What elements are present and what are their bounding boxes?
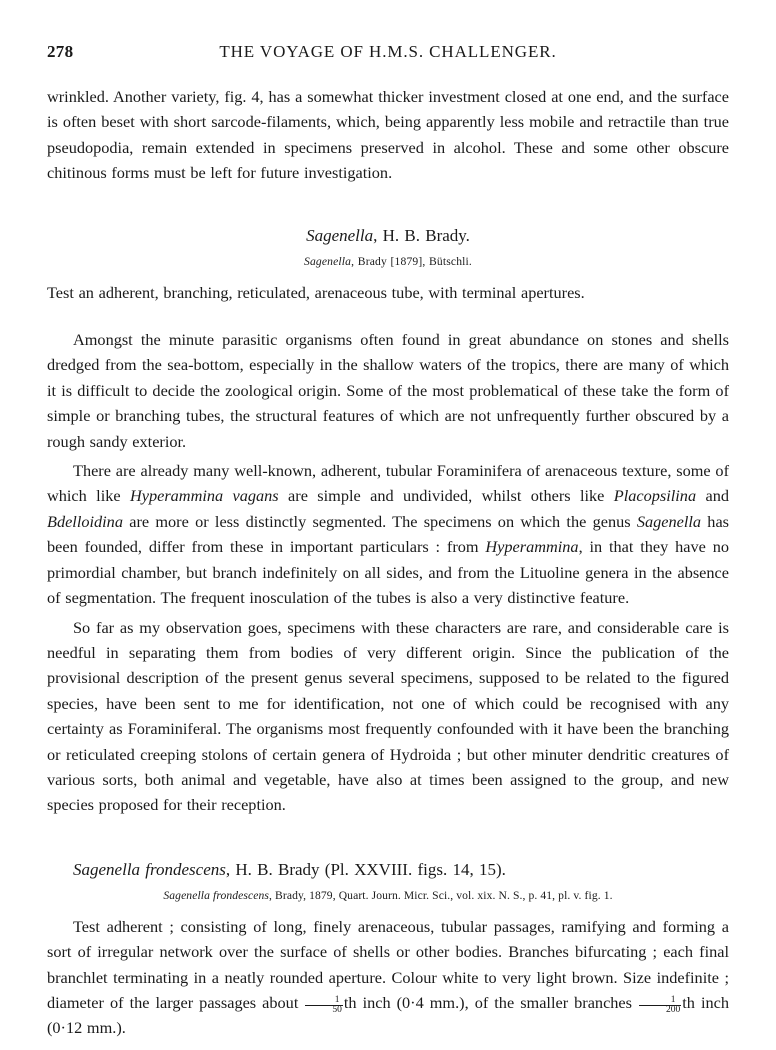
text-run: are simple and undivided, whilst others like xyxy=(278,486,614,506)
text-run: There are already many well-known, adherent, tubular Foraminifera of arenaceous texture, some of which like xyxy=(47,461,729,506)
paragraph-there-are xyxy=(47,458,729,610)
fraction-one-fiftieth xyxy=(305,996,343,1016)
species-heading xyxy=(47,860,729,880)
text-run: and xyxy=(696,486,729,506)
species-author-plate: , H. B. Brady (Pl. XXVIII. figs. 14, 15). xyxy=(225,859,506,879)
text-run: Test adherent ; consisting of long, finely arenaceous, tubular passages, ramifying and forming a sort of irregular network over the surface of shells or other bodies. Branches bifurcating ; each final branchlet terminating in a neatly rounded aperture. Colour white to very light brown. Size indefinite ; diameter of the larger passages about xyxy=(47,916,729,1012)
running-title: THE VOYAGE OF H.M.S. CHALLENGER. xyxy=(219,42,557,61)
paragraph-opening: wrinkled. Another variety, fig. 4, has a somewhat thicker investment closed at one end, and the surface is often beset with short sarcode-filaments, which, being apparently less mobile and retractile than true pseudopodia, remain extended in specimens preserved in alcohol. These and some other obscure chitinous forms must be left for future investigation. xyxy=(47,87,729,183)
taxon-hyperammina: Hyperammina xyxy=(485,537,579,557)
page-header xyxy=(0,42,776,64)
genus-synonymy xyxy=(47,255,729,268)
species-synonym-ref: , Brady, 1879, Quart. Journ. Micr. Sci., vol. xix. N. S., p. 41, pl. v. fig. 1. xyxy=(269,888,613,902)
fraction-numerator: 1 xyxy=(305,996,343,1007)
text-run: has been founded, differ from these in important particulars : from xyxy=(47,511,730,557)
fraction-denominator: 50 xyxy=(332,1005,342,1016)
text-run: are more or less distinctly segmented. The specimens on which the genus xyxy=(122,511,637,531)
page-number: 278 xyxy=(47,42,74,61)
paragraph-amongst: Amongst the minute parasitic organisms often found in great abundance on stones and shells dredged from the sea-bottom, especially in the shallow waters of the tropics, there are many of which it is difficult to decide the zoological origin. Some of the most problematical of these take the form of simple or branching tubes, the structural features of which are not unfrequently further obscured by a rough sandy exterior. xyxy=(47,330,729,451)
fraction-one-two-hundredth xyxy=(639,996,681,1016)
text-run: , in that they have no primordial chamber, but branch indefinitely on all sides, and from the Lituoline genera in the absence of segmentation. The frequent inosculation of the tubes is also a very distinctive feature. xyxy=(47,537,729,608)
fraction-denominator: 200 xyxy=(666,1005,681,1016)
taxon-hyperammina-vagans: Hyperammina vagans xyxy=(129,486,279,506)
taxon-bdelloidina: Bdelloidina xyxy=(47,511,123,531)
genus-name: Sagenella xyxy=(306,225,374,245)
taxon-placopsilina: Placopsilina xyxy=(613,486,697,506)
genus-diagnosis: Test an adherent, branching, reticulated, arenaceous tube, with terminal apertures. xyxy=(47,282,585,302)
paragraph-so-far: So far as my observation goes, specimens with these characters are rare, and considerable care is needful in separating them from bodies of very different origin. Since the publication of the provisional description of the present genus several specimens, supposed to be related to the figured species, have been sent to me for identification, not one of which could be recognised with any certainty as Foraminiferal. The organisms most frequently confounded with it have been the branching or reticulated creeping stolons of certain genera of Hydroida ; but other minuter dendritic creatures of various sorts, both animal and vegetable, have also at times been assigned to the group, and new species proposed for their reception. xyxy=(47,617,729,815)
genus-synonym-name: Sagenella xyxy=(304,254,352,268)
species-synonymy xyxy=(47,889,729,902)
text-run: th inch (0·12 mm.). xyxy=(47,992,730,1038)
species-synonym-name: Sagenella frondescens xyxy=(163,888,270,902)
fraction-numerator: 1 xyxy=(639,996,681,1007)
genus-author: , H. B. Brady. xyxy=(373,225,470,245)
page-body xyxy=(47,84,729,1041)
species-description xyxy=(47,914,729,1041)
genus-synonym-ref: , Brady [1879], Bütschli. xyxy=(351,254,472,268)
taxon-sagenella: Sagenella xyxy=(636,511,702,531)
species-name: Sagenella frondescens xyxy=(73,859,226,879)
genus-heading xyxy=(47,226,729,246)
text-run: th inch (0·4 mm.), of the smaller branches xyxy=(343,992,639,1012)
